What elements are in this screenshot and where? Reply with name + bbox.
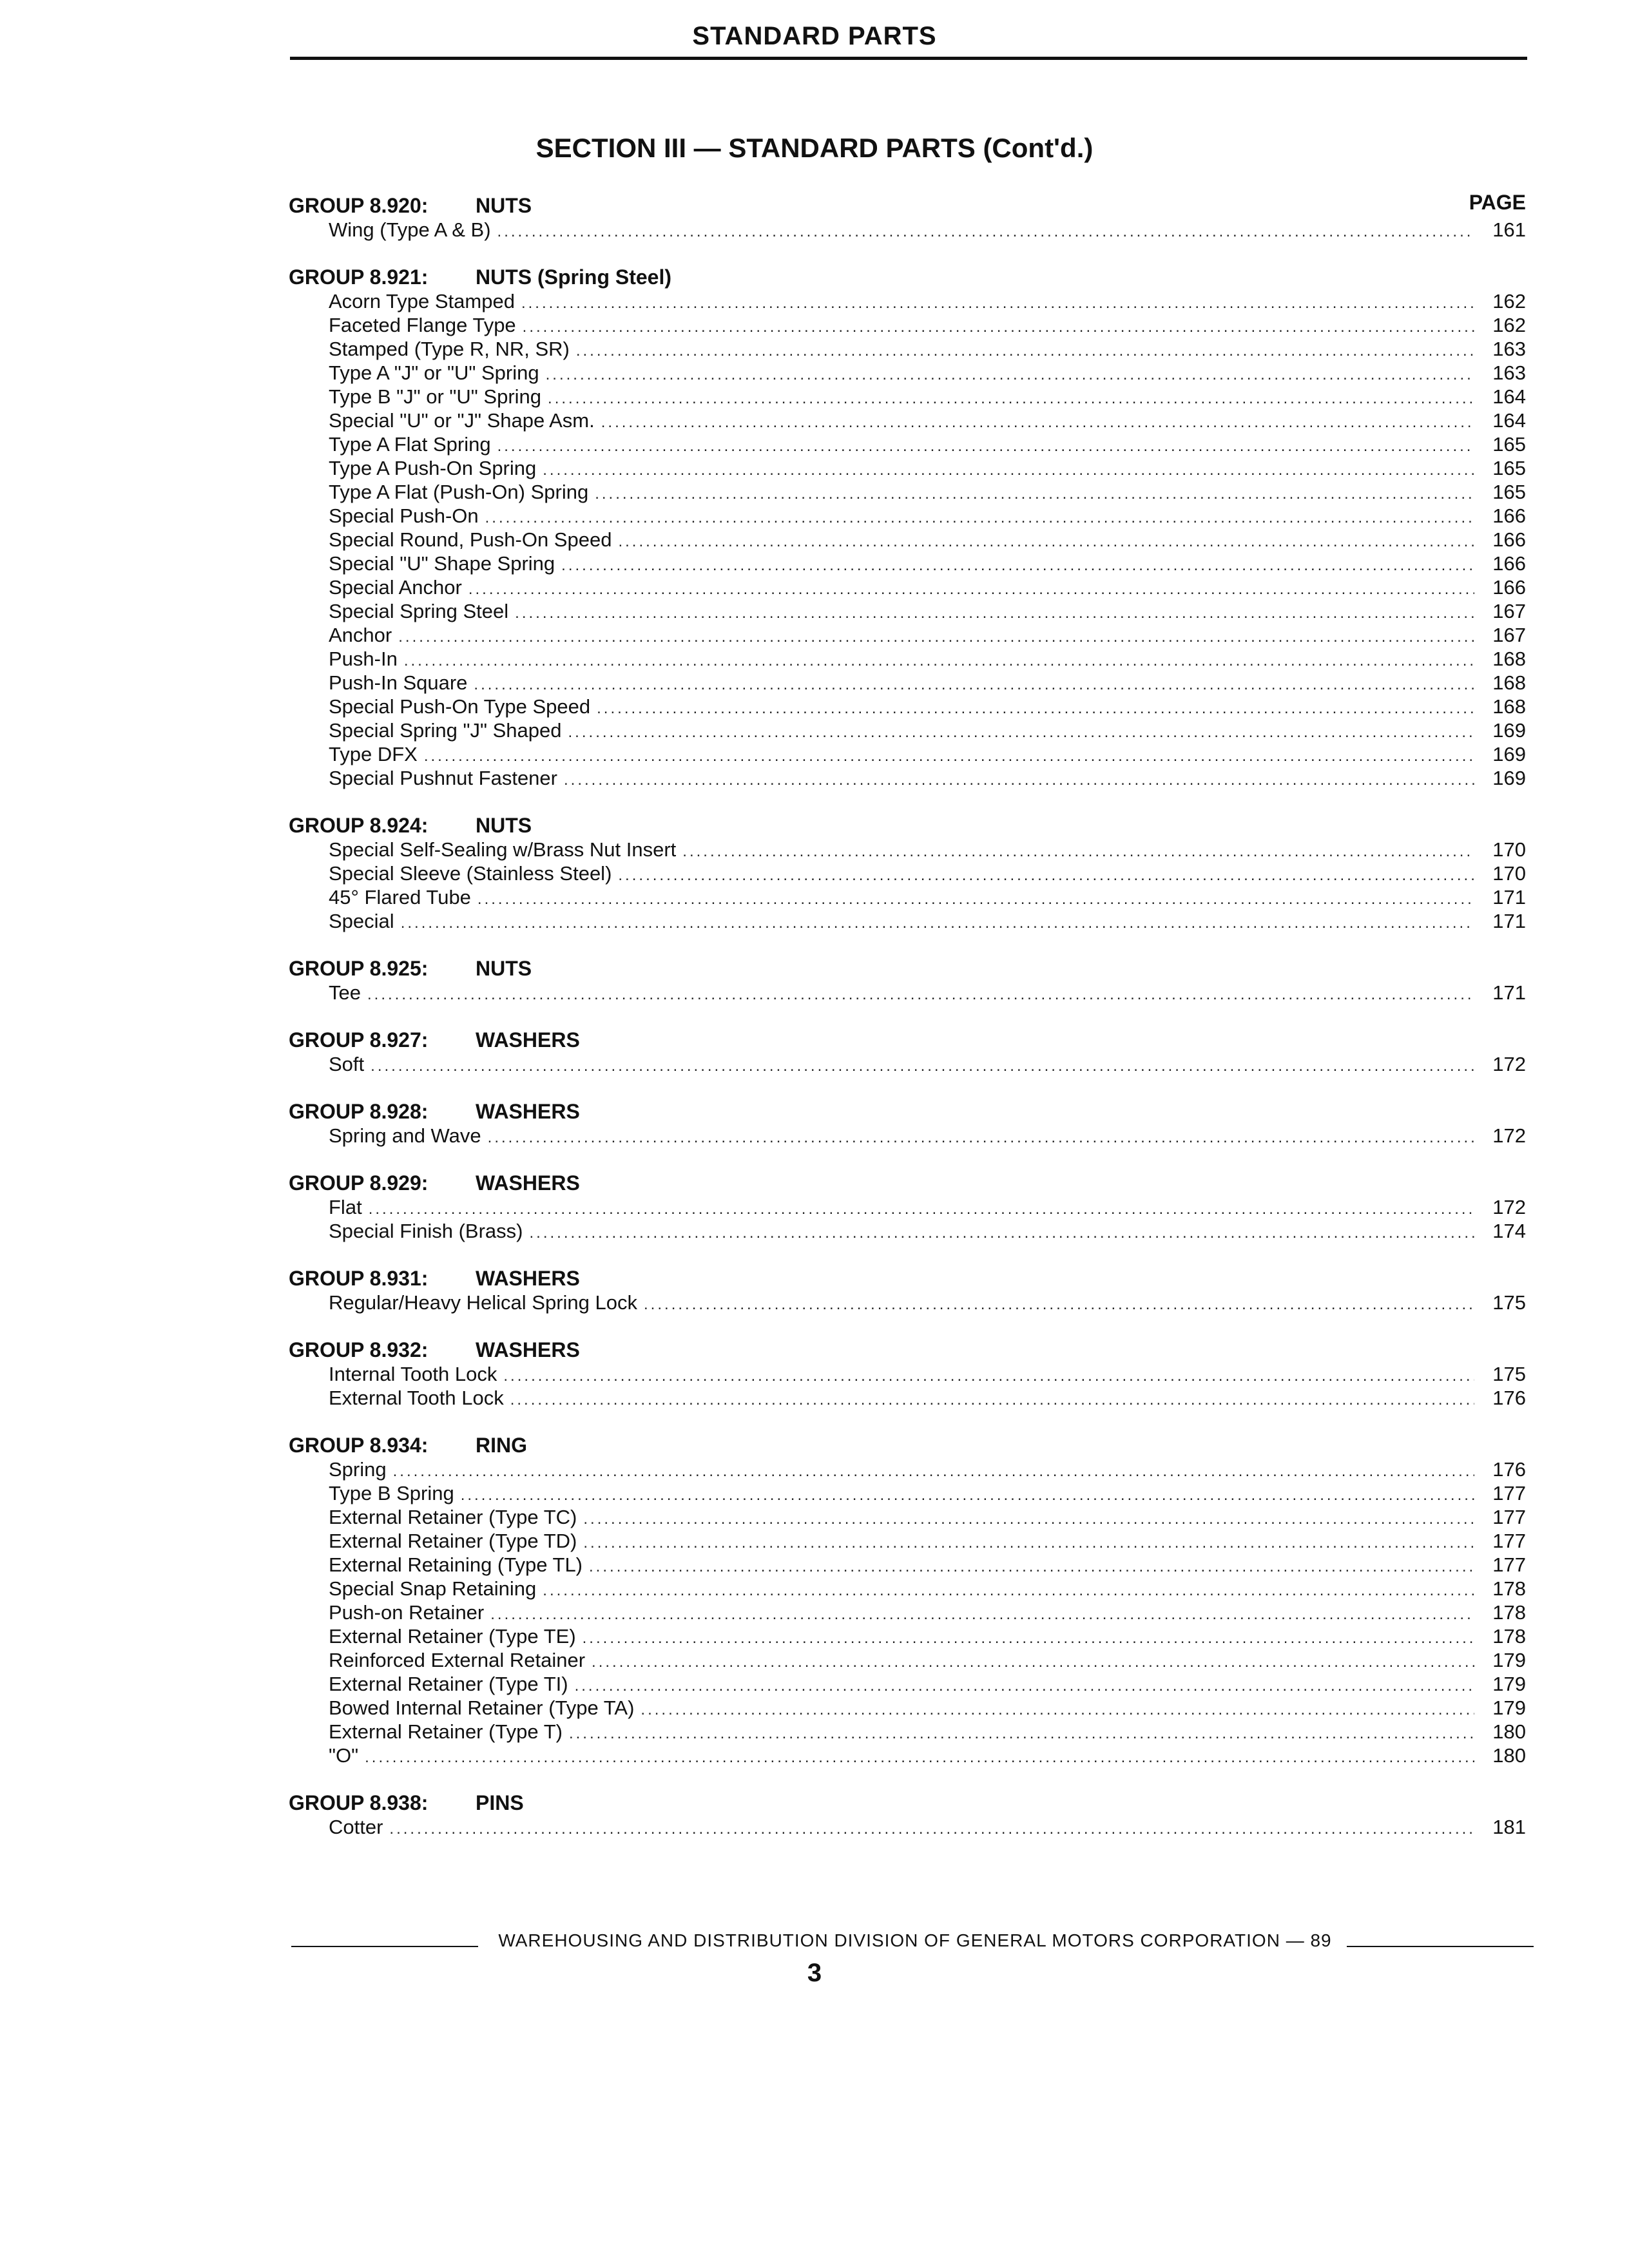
- group-heading: [289, 1171, 1526, 1195]
- entry-label: Special "U" or "J" Shape Asm.: [329, 409, 595, 432]
- dot-leader: [601, 410, 1474, 434]
- dot-leader: [523, 315, 1474, 339]
- toc-group: [289, 956, 1526, 1004]
- entry-label: Type A "J" or "U" Spring: [329, 361, 539, 384]
- toc-entry: [289, 1815, 1526, 1839]
- toc-entry: [289, 218, 1526, 242]
- group-code: GROUP 8.921:: [289, 265, 429, 289]
- dot-leader: [490, 1602, 1474, 1626]
- dot-leader: [644, 1293, 1474, 1316]
- entry-label: External Retainer (Type TI): [329, 1673, 568, 1695]
- entry-label: Type B "J" or "U" Spring: [329, 385, 542, 408]
- entry-label: Push-on Retainer: [329, 1601, 485, 1624]
- dot-leader: [529, 1221, 1474, 1245]
- toc-entry: [289, 313, 1526, 337]
- entry-page-number: 166: [1492, 528, 1526, 551]
- entry-page-number: 161: [1492, 218, 1526, 241]
- entry-label: Special: [329, 910, 394, 932]
- entry-label: Anchor: [329, 624, 392, 646]
- entry-page-number: 176: [1492, 1387, 1526, 1409]
- dot-leader: [461, 1483, 1474, 1507]
- toc-entry: [289, 432, 1526, 456]
- dot-leader: [576, 339, 1474, 363]
- group-name: WASHERS: [476, 1267, 580, 1290]
- entry-label: Special Push-On: [329, 505, 479, 527]
- toc-entry: [289, 599, 1526, 623]
- entry-page-number: 177: [1492, 1553, 1526, 1576]
- toc-group: [289, 1338, 1526, 1410]
- dot-leader: [497, 434, 1474, 458]
- entry-label: Special Self-Sealing w/Brass Nut Insert: [329, 838, 677, 861]
- entry-page-number: 176: [1492, 1458, 1526, 1481]
- toc-entry: [289, 1672, 1526, 1696]
- dot-leader: [592, 1650, 1474, 1674]
- toc-entry: [289, 1744, 1526, 1767]
- toc-entry: [289, 1362, 1526, 1386]
- entry-label: External Retainer (Type TD): [329, 1530, 577, 1552]
- dot-leader: [365, 1745, 1474, 1769]
- toc-entry: [289, 1052, 1526, 1076]
- toc-entry: [289, 456, 1526, 480]
- entry-page-number: 177: [1492, 1530, 1526, 1552]
- dot-leader: [583, 1507, 1474, 1531]
- dot-leader: [589, 1555, 1474, 1579]
- entry-page-number: 172: [1492, 1124, 1526, 1147]
- group-name: NUTS: [476, 194, 532, 217]
- entry-label: Cotter: [329, 1816, 383, 1838]
- dot-leader: [474, 673, 1474, 697]
- entry-page-number: 168: [1492, 695, 1526, 718]
- entry-label: Regular/Heavy Helical Spring Lock: [329, 1291, 638, 1314]
- dot-leader: [485, 506, 1474, 530]
- toc-entry: [289, 981, 1526, 1004]
- toc-group: [289, 1791, 1526, 1839]
- dot-leader: [548, 387, 1474, 410]
- toc-entry: [289, 1529, 1526, 1553]
- entry-label: Reinforced External Retainer: [329, 1649, 586, 1671]
- entry-label: Special Finish (Brass): [329, 1220, 523, 1242]
- toc-entry: [289, 528, 1526, 552]
- dot-leader: [641, 1698, 1474, 1722]
- group-code: GROUP 8.924:: [289, 814, 429, 837]
- dot-leader: [398, 625, 1474, 649]
- group-heading: [289, 1791, 1526, 1815]
- entry-label: Special Sleeve (Stainless Steel): [329, 862, 612, 885]
- dot-leader: [561, 553, 1474, 577]
- toc-entry: [289, 480, 1526, 504]
- entry-page-number: 163: [1492, 361, 1526, 384]
- entry-page-number: 179: [1492, 1696, 1526, 1719]
- entry-label: External Retainer (Type TE): [329, 1625, 576, 1648]
- group-heading: [289, 1266, 1526, 1291]
- entry-label: Tee: [329, 981, 361, 1004]
- toc-group: [289, 265, 1526, 790]
- entry-label: Special Spring Steel: [329, 600, 509, 622]
- dot-leader: [521, 291, 1474, 315]
- entry-page-number: 169: [1492, 719, 1526, 742]
- entry-page-number: 162: [1492, 314, 1526, 336]
- entry-label: Flat: [329, 1196, 362, 1218]
- entry-page-number: 163: [1492, 338, 1526, 360]
- entry-page-number: 171: [1492, 981, 1526, 1004]
- entry-page-number: 167: [1492, 600, 1526, 622]
- group-code: GROUP 8.927:: [289, 1028, 429, 1052]
- dot-leader: [682, 840, 1474, 863]
- entry-page-number: 165: [1492, 433, 1526, 456]
- entry-label: Type DFX: [329, 743, 418, 765]
- entry-label: "O": [329, 1744, 359, 1767]
- dot-leader: [497, 220, 1474, 244]
- toc-entry: [289, 504, 1526, 528]
- page-column-label: PAGE: [1469, 191, 1526, 214]
- dot-leader: [404, 649, 1474, 673]
- toc-entry: [289, 695, 1526, 718]
- group-code: GROUP 8.932:: [289, 1338, 429, 1361]
- group-name: NUTS (Spring Steel): [476, 265, 672, 289]
- entry-label: Spring: [329, 1458, 387, 1481]
- dot-leader: [575, 1674, 1474, 1698]
- toc-entry: [289, 1648, 1526, 1672]
- entry-page-number: 169: [1492, 743, 1526, 765]
- entry-page-number: 166: [1492, 552, 1526, 575]
- toc-entry: [289, 1577, 1526, 1600]
- entry-page-number: 171: [1492, 886, 1526, 908]
- entry-label: Push-In: [329, 648, 398, 670]
- dot-leader: [401, 911, 1474, 935]
- dot-leader: [618, 530, 1474, 553]
- group-heading: [289, 193, 1526, 218]
- entry-label: Wing (Type A & B): [329, 218, 491, 241]
- toc-entry: [289, 385, 1526, 408]
- toc-group: [289, 1266, 1526, 1314]
- toc-group: [289, 1028, 1526, 1076]
- dot-leader: [369, 1197, 1474, 1221]
- toc-entry: [289, 766, 1526, 790]
- dot-leader: [543, 1579, 1474, 1602]
- entry-label: Special Push-On Type Speed: [329, 695, 591, 718]
- group-name: NUTS: [476, 957, 532, 980]
- dot-leader: [568, 720, 1474, 744]
- entry-page-number: 170: [1492, 862, 1526, 885]
- entry-label: Type A Flat (Push-On) Spring: [329, 481, 589, 503]
- entry-page-number: 165: [1492, 457, 1526, 479]
- dot-leader: [583, 1531, 1474, 1555]
- toc-entry: [289, 1386, 1526, 1410]
- group-name: NUTS: [476, 814, 532, 837]
- group-heading: [289, 1099, 1526, 1124]
- entry-page-number: 175: [1492, 1291, 1526, 1314]
- group-name: PINS: [476, 1791, 524, 1814]
- dot-leader: [424, 744, 1474, 768]
- header-rule: [290, 57, 1527, 60]
- toc-group: [289, 1171, 1526, 1243]
- dot-leader: [371, 1054, 1474, 1078]
- entry-page-number: 180: [1492, 1720, 1526, 1743]
- toc-entry: [289, 1124, 1526, 1148]
- entry-label: External Retainer (Type T): [329, 1720, 563, 1743]
- entry-label: Push-In Square: [329, 671, 468, 694]
- toc-entry: [289, 1696, 1526, 1720]
- dot-leader: [564, 768, 1474, 792]
- group-name: RING: [476, 1434, 527, 1457]
- dot-leader: [515, 601, 1474, 625]
- footer-rule-left: [291, 1946, 478, 1947]
- toc-entry: [289, 1505, 1526, 1529]
- group-heading: [289, 1338, 1526, 1362]
- entry-label: External Tooth Lock: [329, 1387, 504, 1409]
- section-title: SECTION III — STANDARD PARTS (Cont'd.): [535, 133, 1094, 163]
- entry-page-number: 167: [1492, 624, 1526, 646]
- group-code: GROUP 8.931:: [289, 1267, 429, 1290]
- entry-label: Acorn Type Stamped: [329, 290, 515, 312]
- dot-leader: [595, 482, 1474, 506]
- group-heading: [289, 1028, 1526, 1052]
- entry-label: Type A Flat Spring: [329, 433, 491, 456]
- entry-label: Faceted Flange Type: [329, 314, 516, 336]
- entry-page-number: 166: [1492, 576, 1526, 599]
- toc-entry: [289, 552, 1526, 575]
- dot-leader: [488, 1126, 1474, 1149]
- entry-page-number: 177: [1492, 1506, 1526, 1528]
- entry-page-number: 178: [1492, 1601, 1526, 1624]
- toc-entry: [289, 742, 1526, 766]
- toc-entry: [289, 1481, 1526, 1505]
- entry-page-number: 180: [1492, 1744, 1526, 1767]
- entry-page-number: 178: [1492, 1577, 1526, 1600]
- entry-label: External Retainer (Type TC): [329, 1506, 577, 1528]
- group-name: WASHERS: [476, 1028, 580, 1052]
- group-heading: [289, 956, 1526, 981]
- entry-label: Special Spring "J" Shaped: [329, 719, 562, 742]
- entry-label: Special Pushnut Fastener: [329, 767, 557, 789]
- entry-label: Spring and Wave: [329, 1124, 481, 1147]
- dot-leader: [597, 697, 1474, 720]
- group-heading: [289, 265, 1526, 289]
- entry-page-number: 171: [1492, 910, 1526, 932]
- entry-page-number: 179: [1492, 1649, 1526, 1671]
- dot-leader: [510, 1388, 1474, 1412]
- toc-entry: [289, 1600, 1526, 1624]
- entry-page-number: 178: [1492, 1625, 1526, 1648]
- dot-leader: [543, 458, 1474, 482]
- entry-label: Special "U" Shape Spring: [329, 552, 555, 575]
- dot-leader: [468, 577, 1474, 601]
- dot-leader: [618, 863, 1474, 887]
- toc-entry: [289, 718, 1526, 742]
- entry-label: Special Anchor: [329, 576, 462, 599]
- dot-leader: [503, 1364, 1474, 1388]
- entry-page-number: 169: [1492, 767, 1526, 789]
- entry-label: Soft: [329, 1053, 365, 1075]
- entry-label: Special Round, Push-On Speed: [329, 528, 612, 551]
- entry-page-number: 170: [1492, 838, 1526, 861]
- toc-entry: [289, 1219, 1526, 1243]
- entry-page-number: 164: [1492, 385, 1526, 408]
- group-heading: [289, 1433, 1526, 1457]
- group-heading: [289, 813, 1526, 838]
- entry-label: Type B Spring: [329, 1482, 454, 1504]
- footer-rule-right: [1347, 1946, 1534, 1947]
- group-code: GROUP 8.925:: [289, 957, 429, 980]
- group-name: WASHERS: [476, 1100, 580, 1123]
- toc-entry: [289, 885, 1526, 909]
- entry-page-number: 179: [1492, 1673, 1526, 1695]
- toc-entry: [289, 623, 1526, 647]
- entry-page-number: 181: [1492, 1816, 1526, 1838]
- entry-page-number: 174: [1492, 1220, 1526, 1242]
- page-header-title: STANDARD PARTS: [692, 22, 937, 50]
- group-name: WASHERS: [476, 1338, 580, 1361]
- group-code: GROUP 8.920:: [289, 194, 429, 217]
- entry-label: Bowed Internal Retainer (Type TA): [329, 1696, 635, 1719]
- group-code: GROUP 8.928:: [289, 1100, 429, 1123]
- entry-page-number: 165: [1492, 481, 1526, 503]
- toc-group: [289, 1099, 1526, 1148]
- page-number: 3: [807, 1959, 822, 1987]
- toc-entry: [289, 671, 1526, 695]
- entry-page-number: 162: [1492, 290, 1526, 312]
- dot-leader: [569, 1722, 1474, 1745]
- entry-label: Special Snap Retaining: [329, 1577, 537, 1600]
- entry-page-number: 177: [1492, 1482, 1526, 1504]
- toc-entry: [289, 838, 1526, 861]
- entry-page-number: 164: [1492, 409, 1526, 432]
- table-of-contents: [289, 193, 1526, 1862]
- dot-leader: [389, 1817, 1474, 1841]
- entry-label: Internal Tooth Lock: [329, 1363, 497, 1385]
- toc-entry: [289, 647, 1526, 671]
- toc-entry: [289, 1291, 1526, 1314]
- entry-page-number: 172: [1492, 1196, 1526, 1218]
- toc-entry: [289, 1195, 1526, 1219]
- entry-page-number: 168: [1492, 671, 1526, 694]
- toc-entry: [289, 1457, 1526, 1481]
- toc-entry: [289, 361, 1526, 385]
- toc-entry: [289, 861, 1526, 885]
- group-code: GROUP 8.938:: [289, 1791, 429, 1814]
- group-name: WASHERS: [476, 1171, 580, 1195]
- toc-entry: [289, 1624, 1526, 1648]
- entry-page-number: 175: [1492, 1363, 1526, 1385]
- toc-group: [289, 813, 1526, 933]
- toc-entry: [289, 408, 1526, 432]
- toc-entry: [289, 575, 1526, 599]
- entry-label: External Retaining (Type TL): [329, 1553, 583, 1576]
- toc-entry: [289, 909, 1526, 933]
- toc-entry: [289, 1720, 1526, 1744]
- dot-leader: [367, 983, 1474, 1006]
- dot-leader: [477, 887, 1474, 911]
- entry-page-number: 166: [1492, 505, 1526, 527]
- dot-leader: [583, 1626, 1474, 1650]
- group-code: GROUP 8.934:: [289, 1434, 429, 1457]
- entry-label: Stamped (Type R, NR, SR): [329, 338, 570, 360]
- dot-leader: [393, 1459, 1474, 1483]
- dot-leader: [546, 363, 1474, 387]
- entry-label: Type A Push-On Spring: [329, 457, 537, 479]
- toc-entry: [289, 337, 1526, 361]
- toc-entry: [289, 289, 1526, 313]
- toc-group: [289, 193, 1526, 242]
- group-code: GROUP 8.929:: [289, 1171, 429, 1195]
- toc-group: [289, 1433, 1526, 1767]
- entry-page-number: 168: [1492, 648, 1526, 670]
- footer-text: WAREHOUSING AND DISTRIBUTION DIVISION OF GENERAL MOTORS CORPORATION — 89: [498, 1930, 1332, 1950]
- toc-entry: [289, 1553, 1526, 1577]
- entry-page-number: 172: [1492, 1053, 1526, 1075]
- entry-label: 45° Flared Tube: [329, 886, 471, 908]
